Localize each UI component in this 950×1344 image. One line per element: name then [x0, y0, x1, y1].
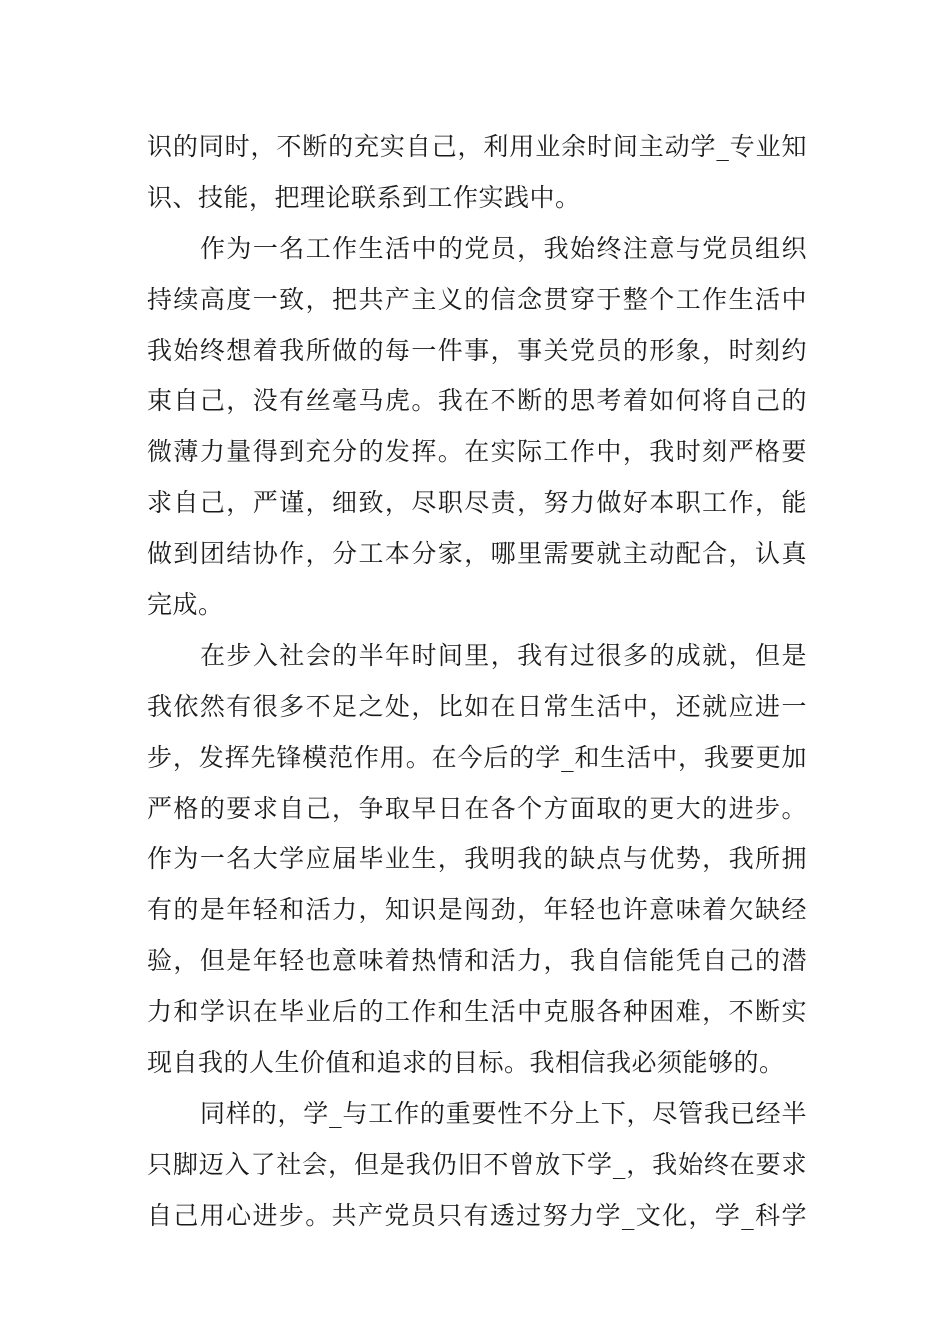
text-line: 做到团结协作，分工本分家，哪里需要就主动配合，认真 [147, 539, 807, 569]
text-line: 有的是年轻和活力，知识是闯劲，年轻也许意味着欠缺经 [147, 895, 807, 925]
text-line: 持续高度一致，把共产主义的信念贯穿于整个工作生活中 [147, 284, 807, 314]
text-line: 自己用心进步。共产党员只有透过努力学_文化，学_科学 [147, 1200, 807, 1230]
text-line: 我依然有很多不足之处，比如在日常生活中，还就应进一 [147, 691, 807, 721]
text-line: 微薄力量得到充分的发挥。在实际工作中，我时刻严格要 [147, 437, 807, 467]
text-line: 识、技能，把理论联系到工作实践中。 [147, 182, 581, 212]
text-line: 我始终想着我所做的每一件事，事关党员的形象，时刻约 [147, 335, 807, 365]
text-line: 严格的要求自己，争取早日在各个方面取的更大的进步。 [147, 793, 807, 823]
text-line: 求自己，严谨，细致，尽职尽责，努力做好本职工作，能 [147, 488, 807, 518]
text-line: 只脚迈入了社会，但是我仍旧不曾放下学_，我始终在要求 [147, 1149, 807, 1179]
text-line: 完成。 [147, 590, 224, 620]
text-line: 验，但是年轻也意味着热情和活力，我自信能凭自己的潜 [147, 946, 807, 976]
text-line: 识的同时，不断的充实自己，利用业余时间主动学_专业知 [147, 132, 807, 161]
text-line: 在步入社会的半年时间里，我有过很多的成就，但是 [200, 640, 807, 670]
text-line: 力和学识在毕业后的工作和生活中克服各种困难，不断实 [147, 997, 807, 1027]
body-text [147, 122, 807, 1242]
text-line: 步，发挥先锋模范作用。在今后的学_和生活中，我要更加 [147, 742, 807, 772]
text-line: 现自我的人生价值和追求的目标。我相信我必须能够的。 [147, 1048, 785, 1078]
text-line: 作为一名大学应届毕业生，我明我的缺点与优势，我所拥 [147, 844, 807, 874]
text-line: 同样的，学_与工作的重要性不分上下，尽管我已经半 [200, 1098, 807, 1128]
text-line: 束自己，没有丝毫马虎。我在不断的思考着如何将自己的 [147, 386, 807, 416]
text-line: 作为一名工作生活中的党员，我始终注意与党员组织 [200, 233, 807, 263]
